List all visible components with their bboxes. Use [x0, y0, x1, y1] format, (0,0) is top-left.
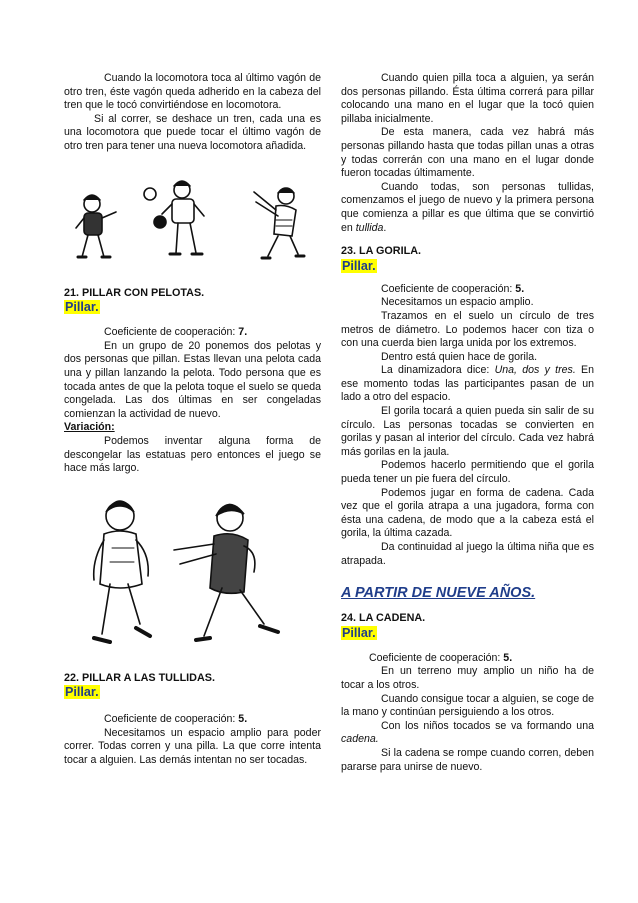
game-24-paragraph-2: Cuando consigue tocar a alguien, se coge de la mano y continúan persiguiendo a los otros. [341, 692, 594, 719]
game-23-paragraph-3: Dentro está quien hace de gorila. [381, 350, 538, 363]
coefficient-label: Coeficiente de cooperación: [104, 713, 236, 726]
game-23-tag: Pillar. [342, 258, 376, 273]
coefficient-label: Coeficiente de cooperación: [381, 282, 513, 295]
intro-paragraph-1: Cuando la locomotora toca al último vagón de otro tren, éste vagón queda adherido en la cabeza del tren que le tocó convirtiéndose en locomotora. [64, 72, 321, 112]
coefficient-label: Coeficiente de cooperación: [369, 651, 501, 664]
coefficient-value: 5. [238, 713, 248, 726]
game-22-cont-paragraph-2: De esta manera, cada vez habrá más personas pillando hasta que todas pillan unas a otras y todas correrán con una mano en el lugar donde fueron tocadas últimamente. [341, 126, 594, 180]
text-span: Con los niños tocados se va formando una [381, 719, 594, 732]
illustration-two-boys [64, 488, 321, 666]
coefficient-label: Coeficiente de cooperación: [104, 326, 236, 339]
game-21-tag: Pillar. [65, 300, 99, 315]
children-balls-drawing [64, 176, 321, 274]
text-span: . [383, 221, 387, 234]
game-22-coefficient [64, 713, 321, 727]
game-23-paragraph-7: Podemos jugar en forma de cadena. Cada vez que el gorila atrapa a una jugadora, forma con ésta una cadena, de modo que a la cabeza está el gorila, la última cazada. [341, 486, 594, 540]
italic-text: Una, dos y tres. [494, 364, 576, 377]
game-21-title: 21. PILLAR CON PELOTAS. [64, 286, 205, 299]
italic-text: cadena. [341, 733, 379, 746]
game-23-paragraph-4 [341, 364, 594, 405]
game-23-title: 23. LA GORILA. [341, 245, 421, 258]
game-24-paragraph-3 [341, 720, 594, 747]
game-23-paragraph-6: Podemos hacerlo permitiendo que el gorila pueda tener un pie fuera del círculo. [341, 459, 594, 486]
game-21-coefficient [64, 326, 321, 340]
right-column [341, 72, 594, 774]
game-23-coefficient [341, 283, 594, 297]
game-24-paragraph-1: En un terreno muy amplio un niño ha de tocar a los otros. [341, 665, 594, 691]
game-21-variation-text: Podemos inventar alguna forma de descongelar las estatuas pero entonces el juego se hace más largo. [64, 434, 321, 475]
text-span: En ese momento todas las participantes pasan de un lado a otro del espacio. [341, 364, 595, 404]
game-22-tag: Pillar. [65, 685, 99, 700]
game-23-paragraph-5: El gorila tocará a quien pueda sin salir de su círculo. Las personas tocadas se convierten en gorilas y pasan al interior del círculo. Cada vez habrá más gorilas en la jaula. [341, 405, 594, 458]
coefficient-value: 5. [503, 651, 513, 664]
intro-paragraph-2: Si al correr, se deshace un tren, cada una es una locomotora que puede tocar el último vagón de otro tren para tener una nueva locomotora añadida. [64, 112, 321, 152]
game-22-title: 22. PILLAR A LAS TULLIDAS. [64, 671, 215, 684]
game-24-tag: Pillar. [342, 625, 376, 640]
game-22-cont-paragraph-1: Cuando quien pilla toca a alguien, ya serán dos personas pillando. Ésta última correrá para pillar colocando una mano en el lugar que la tocó quien pillaba inicialmente. [341, 72, 594, 125]
game-24-coefficient [341, 652, 594, 666]
game-23-paragraph-1: Necesitamos un espacio amplio. [381, 296, 534, 309]
game-24-paragraph-4: Si la cadena se rompe cuando corren, deben pararse para unirse de nuevo. [341, 746, 594, 773]
game-21-variation-label: Variación: [64, 421, 115, 434]
game-21-paragraph-1: En un grupo de 20 ponemos dos pelotas y dos personas que pillan. Estas llevan una pelota cada una y pillan lanzando la pelota. Todo persona que es tocada antes de que la pelota toque el suelo se queda congelada. Las dos últimas en ser congeladas comienzan la actividad de nuevo. [64, 339, 321, 420]
section-title: A PARTIR DE NUEVE AÑOS. [341, 585, 536, 602]
left-column [64, 72, 321, 768]
two-boys-drawing [64, 488, 321, 666]
game-22-cont-paragraph-3 [341, 181, 594, 235]
illustration-children-balls [64, 176, 321, 274]
game-23-paragraph-8: Da continuidad al juego la última niña que es atrapada. [341, 541, 594, 567]
text-span: Cuando todas, son personas tullidas, comenzamos el juego de nuevo y la primera persona que comienza a pillar es que última que se convirtió en [341, 180, 594, 234]
game-23-paragraph-2: Trazamos en el suelo un círculo de tres metros de diámetro. Lo podemos hacer con tiza o con una cuerda bien larga unida por los extremos. [341, 309, 594, 350]
coefficient-value: 7. [238, 326, 248, 339]
italic-text: tullida [355, 221, 384, 234]
text-span: La dinamizadora dice: [381, 364, 495, 377]
game-24-title: 24. LA CADENA. [341, 612, 426, 625]
game-22-paragraph-1: Necesitamos un espacio amplio para poder correr. Todas corren y una pilla. La que corre intenta tocar a alguien. Las demás intentan no ser tocadas. [64, 726, 321, 767]
coefficient-value: 5. [515, 282, 525, 295]
